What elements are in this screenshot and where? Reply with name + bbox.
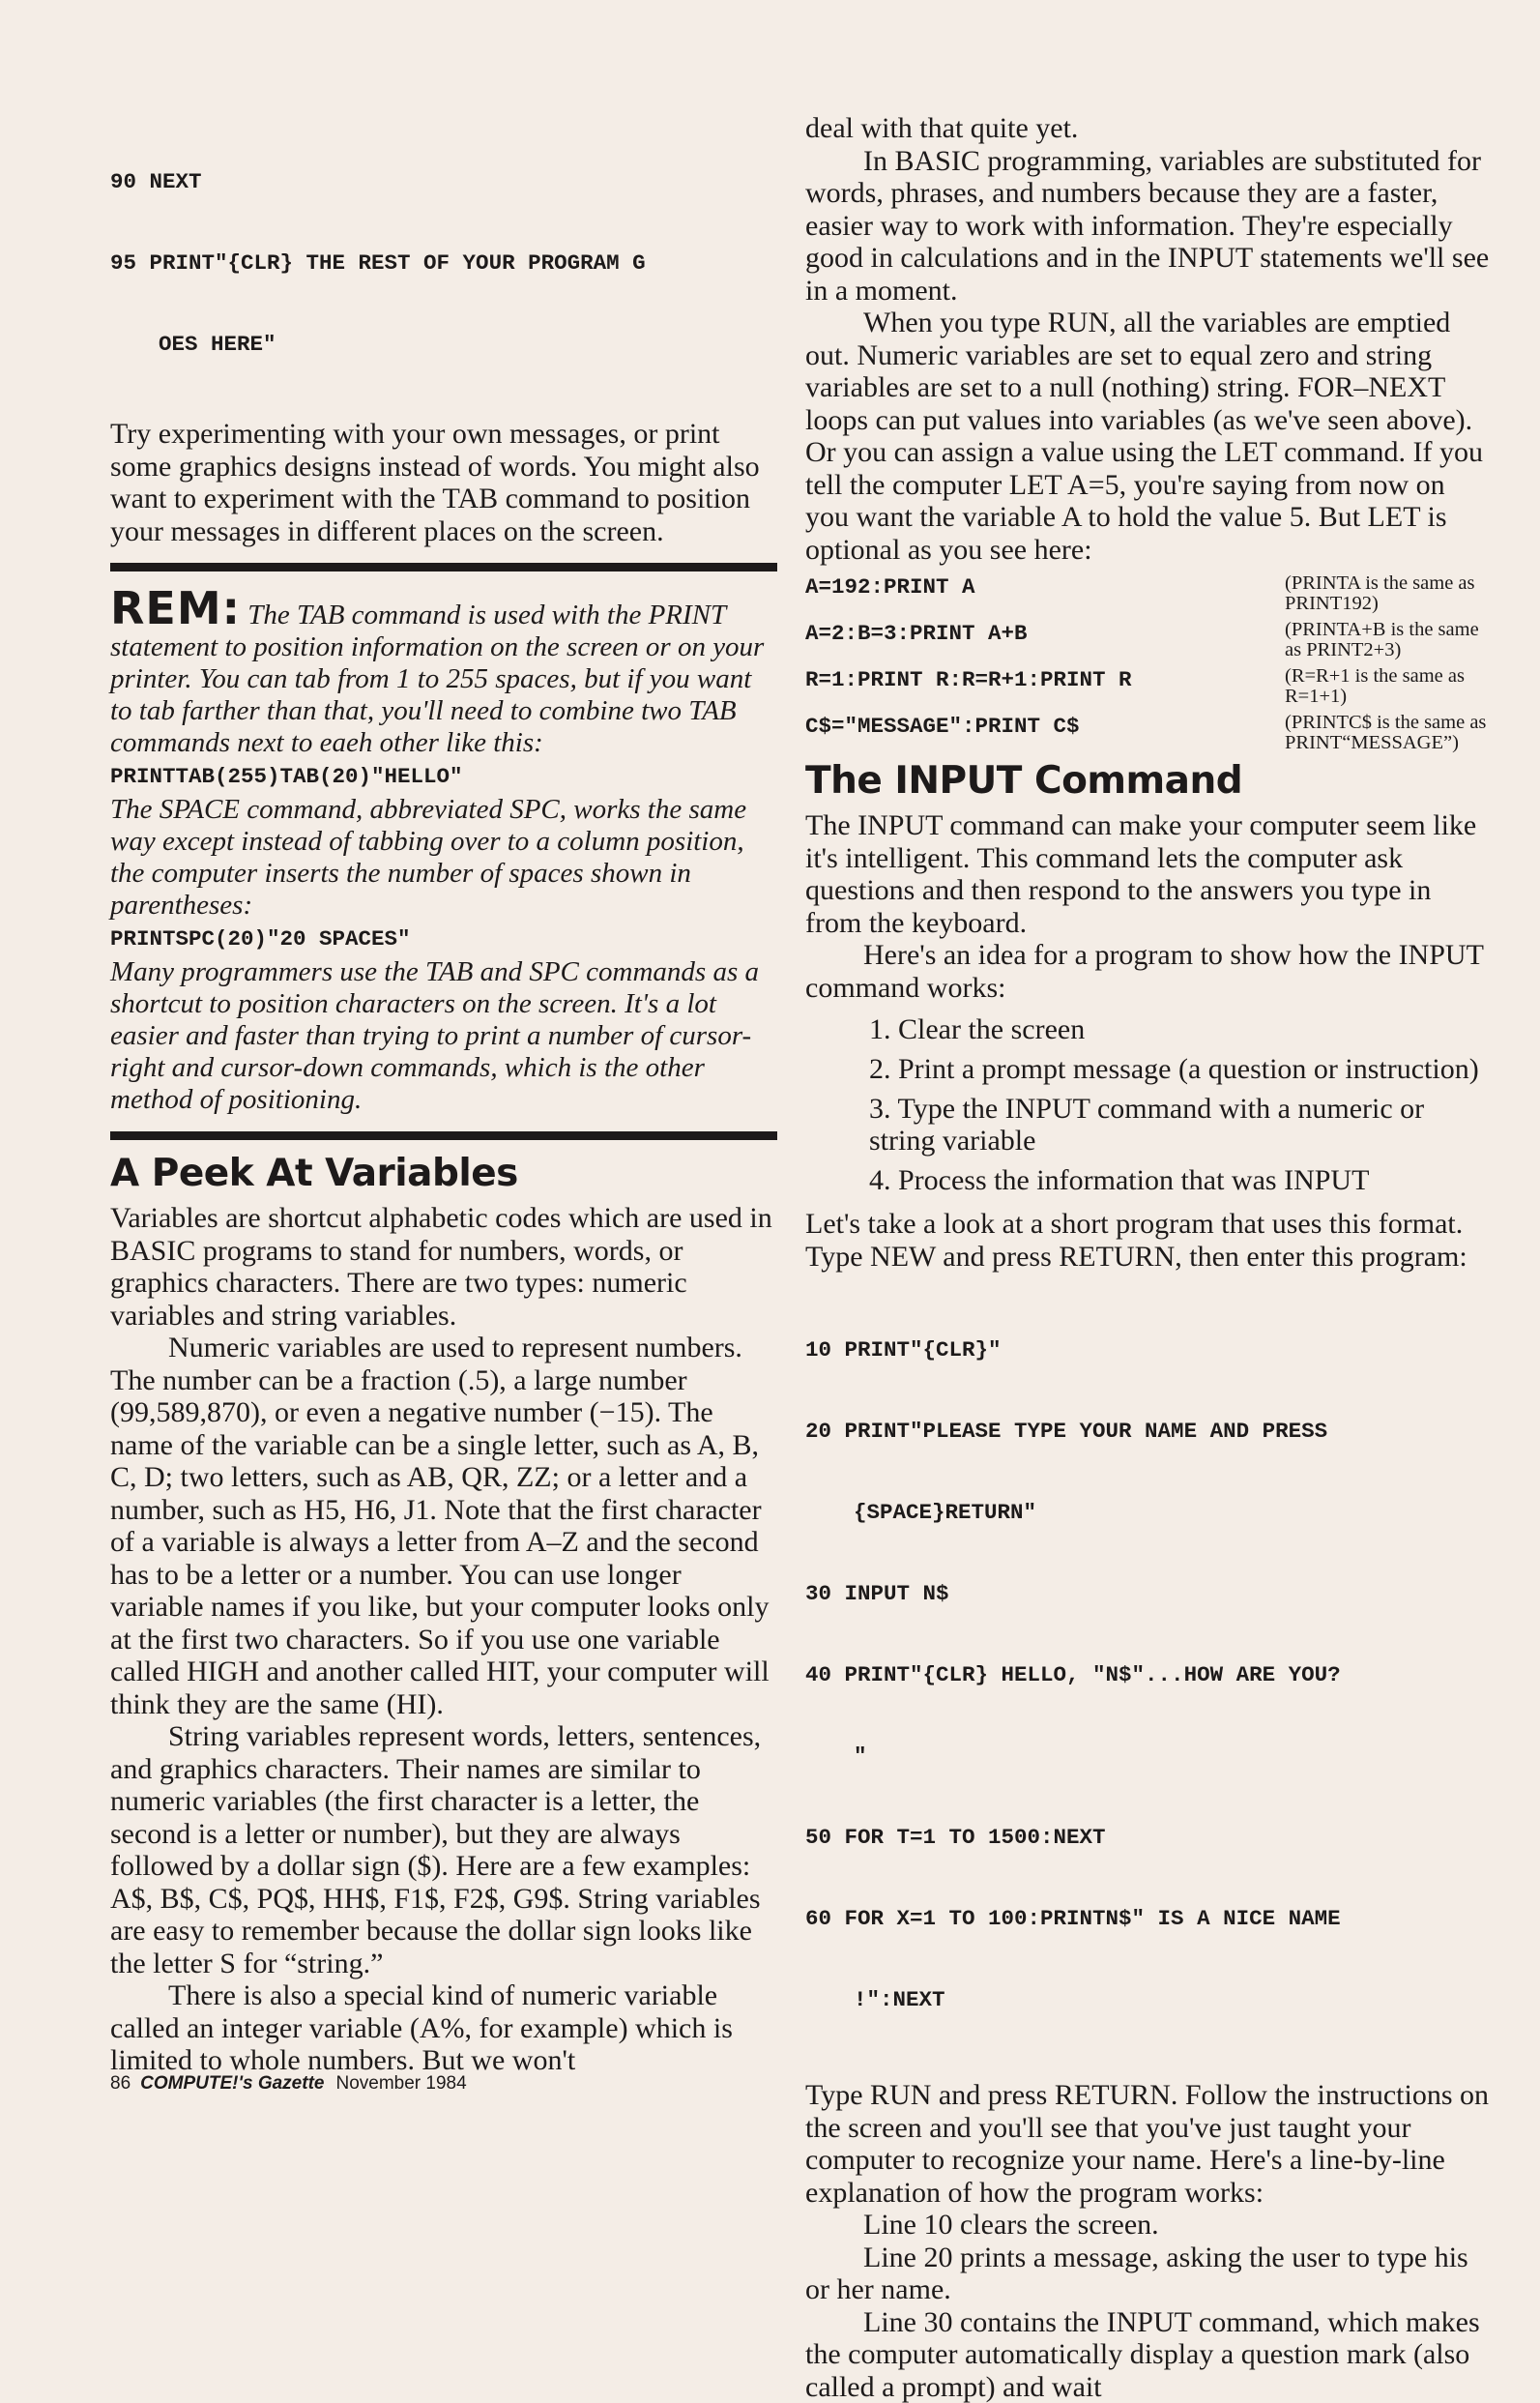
- code-line: ": [805, 1743, 1490, 1770]
- let-examples: [805, 573, 1490, 753]
- code-line: OES HERE": [110, 331, 777, 358]
- paragraph: Type RUN and press RETURN. Follow the instructions on the screen and you'll see that you've just taught your computer to recognize your name. Here's a line-by-line explanation of how the program works:: [805, 2079, 1490, 2209]
- paragraph: Let's take a look at a short program that uses this format. Type NEW and press RETURN, then enter this program:: [805, 1208, 1490, 1273]
- example-row: [805, 573, 1490, 614]
- paragraph: When you type RUN, all the variables are emptied out. Numeric variables are set to equal zero and string variables are set to a null (nothing) string. FOR–NEXT loops can put values into variables (as we've seen above). Or you can assign a value using the LET command. If you tell the computer LET A=5, you're saying from now on you want the variable A to hold the value 5. But LET is optional as you see here:: [805, 307, 1490, 566]
- page-number: 86: [110, 2073, 131, 2094]
- paragraph: The INPUT command can make your computer seem like it's intelligent. This command lets the computer ask questions and then respond to the answers you type in from the keyboard.: [805, 809, 1490, 939]
- code-listing-top: [110, 114, 777, 412]
- code-line: 10 PRINT"{CLR}": [805, 1336, 1490, 1363]
- example-note: (PRINTA+B is the same as PRINT2+3): [1285, 620, 1490, 660]
- code-line: 90 NEXT: [110, 168, 777, 195]
- paragraph: Variables are shortcut alphabetic codes which are used in BASIC programs to stand for numbers, words, or graphics characters. There are two types: numeric variables and string variables.: [110, 1202, 777, 1332]
- issue-date: November 1984: [335, 2073, 466, 2094]
- list-item: 2. Print a prompt message (a question or instruction): [805, 1053, 1490, 1085]
- paragraph: In BASIC programming, variables are substituted for words, phrases, and numbers because they are a faster, easier way to work with information. They're especially good in calculations and in the INPUT statements we'll see in a moment.: [805, 145, 1490, 308]
- example-note: (R=R+1 is the same as R=1+1): [1285, 666, 1490, 707]
- example-code: C$="MESSAGE":PRINT C$: [805, 713, 1080, 740]
- list-item: 4. Process the information that was INPUT: [805, 1164, 1490, 1196]
- program-listing: [805, 1282, 1490, 2067]
- paragraph: String variables represent words, letters, sentences, and graphics characters. Their names are similar to numeric variables (the first character is a letter, the second is a letter or number), but they are always followed by a dollar sign ($). Here are a few examples: A$, B$, C$, PQ$, HH$, F1$, F2$, G9$. String variables are easy to remember because the dollar sign looks like the letter S for “string.”: [110, 1720, 777, 1979]
- rem-text-3: Many programmers use the TAB and SPC commands as a shortcut to position characters on the screen. It's a lot easier and faster than trying to print a number of cursor-right and cursor-down commands, which is the other method of positioning.: [110, 956, 777, 1116]
- list-item: 1. Clear the screen: [805, 1013, 1490, 1045]
- code-line: 30 INPUT N$: [805, 1580, 1490, 1607]
- steps-list: [805, 1013, 1490, 1196]
- right-column: [805, 112, 1490, 2403]
- list-item: 3. Type the INPUT command with a numeric or string variable: [805, 1093, 1490, 1157]
- code-line: 40 PRINT"{CLR} HELLO, "N$"...HOW ARE YOU?: [805, 1661, 1490, 1688]
- paragraph: Line 10 clears the screen.: [805, 2209, 1490, 2242]
- paragraph: Line 20 prints a message, asking the user to type his or her name.: [805, 2242, 1490, 2306]
- rem-sidebar: [110, 593, 777, 1116]
- paragraph: Line 30 contains the INPUT command, which makes the computer automatically display a question mark (also called a prompt) and wait: [805, 2306, 1490, 2403]
- example-note: (PRINTA is the same as PRINT192): [1285, 573, 1490, 614]
- example-row: [805, 713, 1490, 753]
- rem-code-2: PRINTSPC(20)"20 SPACES": [110, 925, 777, 952]
- rem-label: REM:: [110, 582, 241, 634]
- code-line: 50 FOR T=1 TO 1500:NEXT: [805, 1824, 1490, 1851]
- example-code: A=192:PRINT A: [805, 573, 975, 601]
- paragraph: There is also a special kind of numeric variable called an integer variable (A%, for example) which is limited to whole numbers. But we won't: [110, 1979, 777, 2077]
- section-heading-variables: A Peek At Variables: [110, 1152, 777, 1196]
- code-line: !":NEXT: [805, 1986, 1490, 2013]
- example-note: (PRINTC$ is the same as PRINT“MESSAGE”): [1285, 713, 1490, 753]
- divider: [110, 563, 777, 571]
- code-line: 95 PRINT"{CLR} THE REST OF YOUR PROGRAM G: [110, 249, 777, 277]
- left-column: [110, 114, 777, 2077]
- page-footer: [110, 2073, 467, 2095]
- magazine-name: COMPUTE!'s Gazette: [140, 2073, 324, 2094]
- section-heading-input: The INPUT Command: [805, 759, 1490, 804]
- divider: [110, 1131, 777, 1140]
- example-code: R=1:PRINT R:R=R+1:PRINT R: [805, 666, 1132, 693]
- rem-text-2: The SPACE command, abbreviated SPC, works the same way except instead of tabbing over to a column position, the computer inserts the number of spaces shown in parentheses:: [110, 794, 777, 922]
- example-code: A=2:B=3:PRINT A+B: [805, 620, 1028, 647]
- example-row: [805, 620, 1490, 660]
- paragraph: deal with that quite yet.: [805, 112, 1490, 145]
- code-line: 20 PRINT"PLEASE TYPE YOUR NAME AND PRESS: [805, 1418, 1490, 1445]
- example-row: [805, 666, 1490, 707]
- paragraph: Here's an idea for a program to show how the INPUT command works:: [805, 939, 1490, 1004]
- rem-text-1: The TAB command is used with the PRINT statement to position information on the screen or on your printer. You can tab from 1 to 255 spaces, but if you want to tab farther than that, you'll need to combine two TAB commands next to eaeh other like this:: [110, 600, 764, 758]
- code-line: {SPACE}RETURN": [805, 1499, 1490, 1526]
- paragraph: Numeric variables are used to represent numbers. The number can be a fraction (.5), a large number (99,589,870), or even a negative number (−15). The name of the variable can be a single letter, such as A, B, C, D; two letters, such as AB, QR, ZZ; or a letter and a number, such as H5, H6, J1. Note that the first character of a variable is always a letter from A–Z and the second has to be a letter or a number. You can use longer variable names if you like, but your computer looks only at the first two characters. So if you use one variable called HIGH and another called HIT, your computer will think they are the same (HI).: [110, 1332, 777, 1720]
- rem-code-1: PRINTTAB(255)TAB(20)"HELLO": [110, 763, 777, 790]
- code-line: 60 FOR X=1 TO 100:PRINTN$" IS A NICE NAME: [805, 1905, 1490, 1932]
- paragraph-try: Try experimenting with your own messages, or print some graphics designs instead of words. You might also want to experiment with the TAB command to position your messages in different places on the screen.: [110, 418, 777, 547]
